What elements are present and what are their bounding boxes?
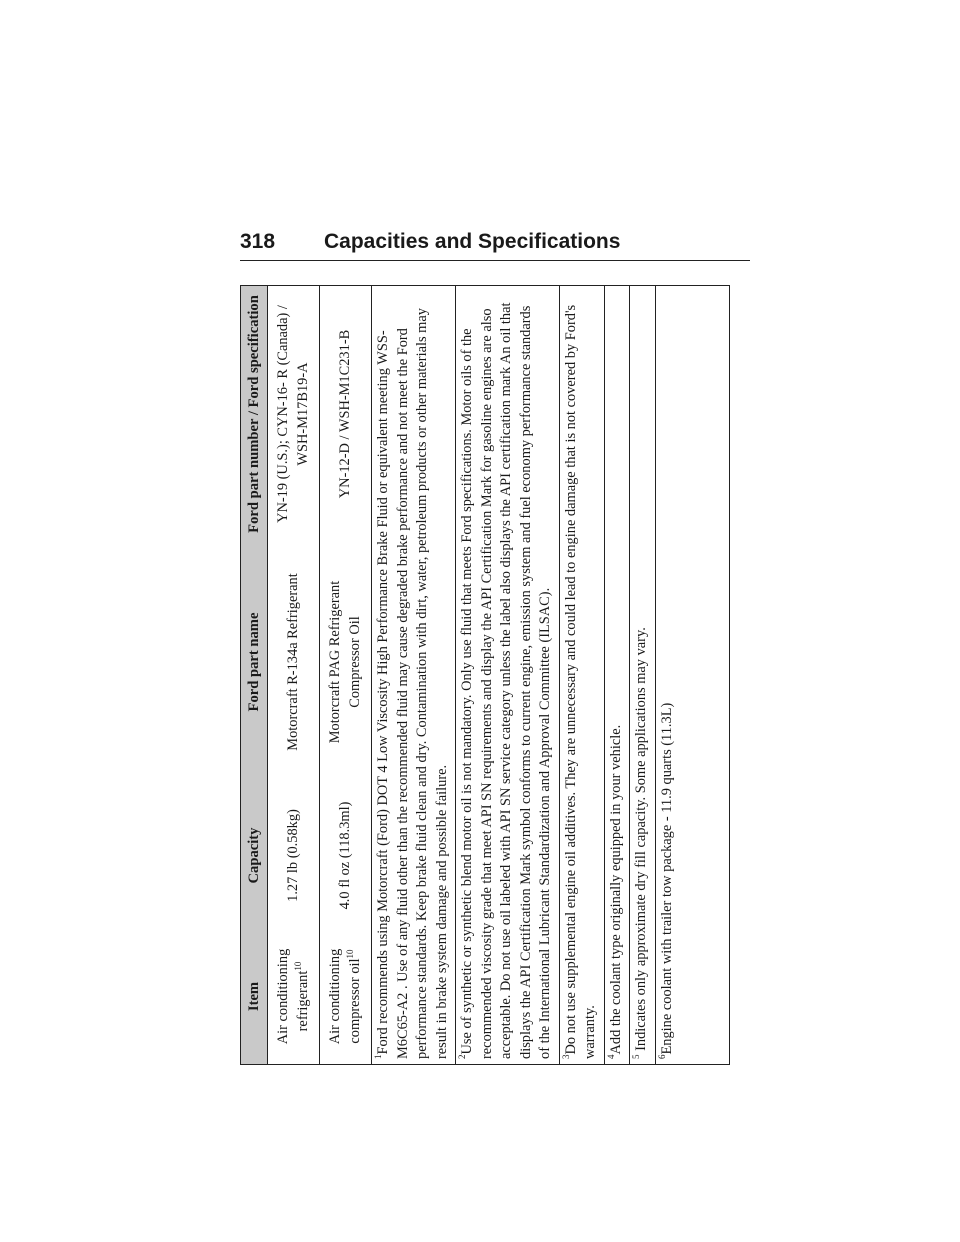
footnote (630, 286, 656, 1064)
column-header-part-number: Ford part number / Ford specification (241, 286, 268, 542)
cell-item (268, 929, 320, 1064)
cell-part-name: Motorcraft R-134a Refrigerant (268, 542, 320, 782)
footnote (560, 286, 605, 1064)
specifications-table-box (240, 285, 730, 1065)
footnote-number: 1 (373, 1054, 384, 1059)
page-title: Capacities and Specifications (324, 230, 621, 253)
cell-item (320, 929, 372, 1064)
footnote-text: Ford recommends using Motorcraft (Ford) DOT 4 Low Viscosity High Performance Brake Fluid or equivalent meeting WSS-M6C65-A2 . Use of any fluid other than the recommended fluid may cause degraded brake performance and not meet the Ford performance standards. Keep brake fluid clean and dry. Contamination with dirt, water, petroleum products or other materials may result in brake system damage and possible failure. (375, 308, 450, 1059)
column-header-part-name: Ford part name (241, 542, 268, 782)
column-header-capacity: Capacity (241, 782, 268, 929)
column-header-item: Item (241, 929, 268, 1064)
specifications-table (241, 286, 372, 1064)
cell-part-number: YN-19 (U.S.); CYN-16- R (Canada) / WSH-M17B19-A (268, 286, 320, 542)
item-text: Air conditioning compressor oil (327, 948, 363, 1045)
footnote-number: 3 (560, 1054, 571, 1059)
footnote-number: 6 (656, 1054, 667, 1059)
table-row (320, 286, 372, 1064)
footnote (372, 286, 456, 1064)
page-number: 318 (240, 230, 276, 253)
cell-part-name: Motorcraft PAG Refrigerant Compressor Oil (320, 542, 372, 782)
footnote-number: 2 (457, 1054, 468, 1059)
footnotes (372, 286, 680, 1064)
footnote-text: Do not use supplemental engine oil additives. They are unnecessary and could lead to engine damage that is not covered by Ford's warranty. (562, 304, 598, 1059)
cell-capacity: 1.27 lb (0.58kg) (268, 782, 320, 929)
footnote-number: 5 (631, 1054, 642, 1059)
table-header-row (241, 286, 268, 1064)
footnote-ref: 10 (344, 949, 355, 959)
table-row (268, 286, 320, 1064)
footnote (456, 286, 560, 1064)
footnote (605, 286, 631, 1064)
rotated-table-area (240, 285, 730, 1065)
footnote-text: Engine coolant with trailer tow package - 11.9 quarts (11.3L) (658, 702, 675, 1055)
footnote-text: Add the coolant type originally equipped in your vehicle. (607, 724, 624, 1055)
cell-part-number: YN-12-D / WSH-M1C231-B (320, 286, 372, 542)
footnote-number: 4 (605, 1054, 616, 1059)
footnote-text: Use of synthetic or synthetic blend motor oil is not mandatory. Only use fluid that meets Ford specifications. Motor oils of the recommended viscosity grade that meet API SN requirements and display the API Certification Mark for gasoline engines are also acceptable. Do not use oil labeled with API SN service category unless the label also displays the API certification mark An oil that displays the API Certification Mark symbol conforms to current engine, emission system and fuel economy performance standards of the International Lubricant Standardization and Approval Committee (ILSAC). (459, 302, 553, 1059)
footnote-ref: 10 (292, 961, 303, 971)
cell-capacity: 4.0 fl oz (118.3ml) (320, 782, 372, 929)
footnote-text: Indicates only approximate dry fill capacity. Some applications may vary. (633, 627, 649, 1055)
item-text: Air conditioning refrigerant (275, 948, 311, 1045)
page-header (240, 230, 750, 261)
footnote (656, 286, 681, 1064)
